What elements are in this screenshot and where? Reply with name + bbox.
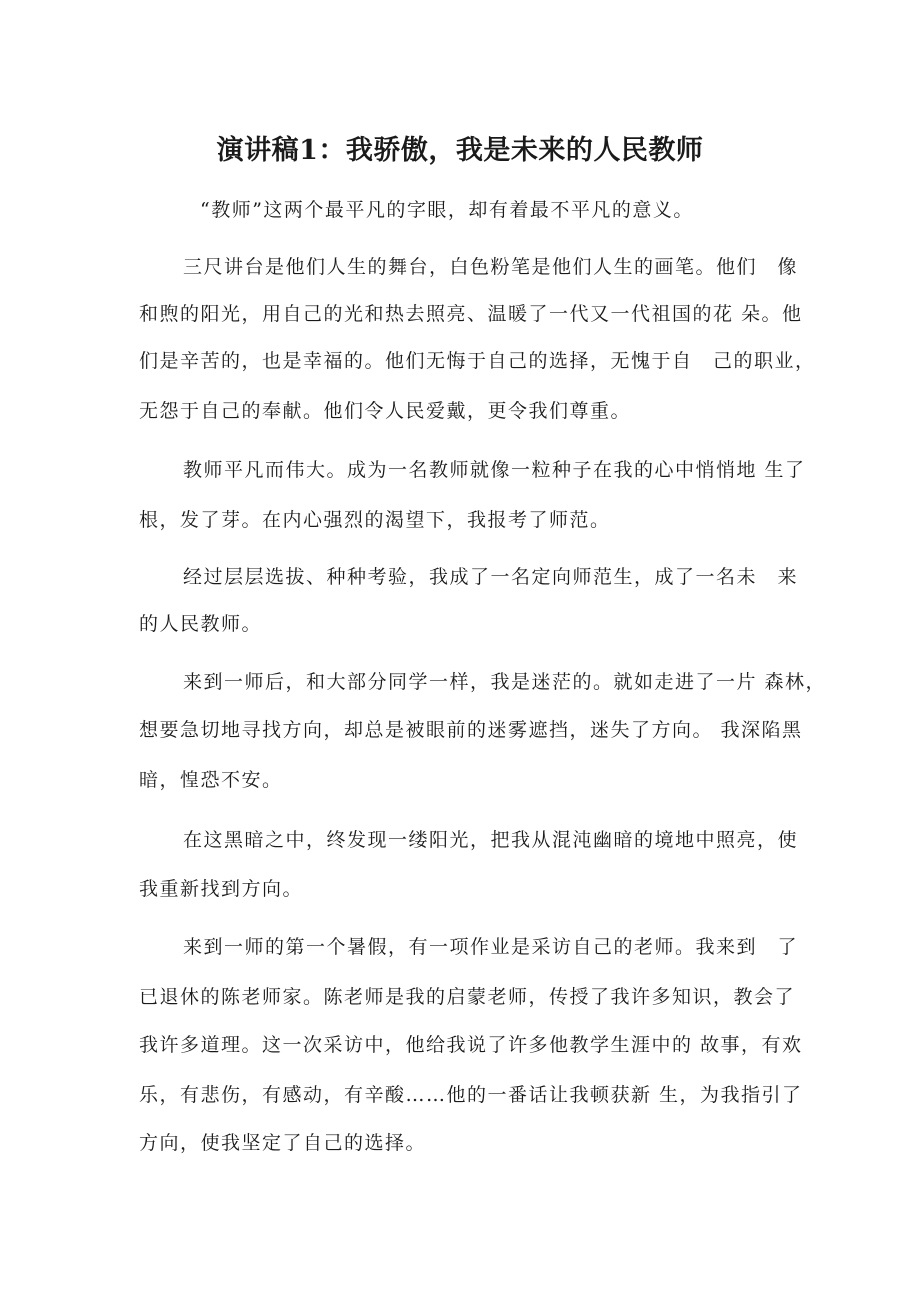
paragraph-6-line-0: 来到一师的第一个暑假，有一项作业是采访自己的老师。我来到 了: [183, 936, 799, 958]
paragraph-0-line-0: “教师”这两个最平凡的字眼，却有着最不平凡的意义。: [200, 199, 694, 221]
paragraph-3-line-0: 经过层层选拔、种种考验，我成了一名定向师范生，成了一名未 来: [183, 566, 799, 588]
paragraph-1-line-0: 三尺讲台是他们人生的舞台，白色粉笔是他们人生的画笔。他们 像: [183, 256, 799, 278]
paragraph-1-line-1: 和煦的阳光，用自己的光和热去照亮、温暖了一代又一代祖国的花 朵。他: [139, 303, 803, 325]
paragraph-6-line-2: 我许多道理。这一次采访中，他给我说了许多他教学生涯中的 故事，有欢: [139, 1034, 803, 1056]
paragraph-2-line-1: 根，发了芽。在内心强烈的渴望下，我报考了师范。: [139, 509, 611, 531]
paragraph-6-line-1: 已退休的陈老师家。陈老师是我的启蒙老师，传授了我许多知识，教会了: [139, 986, 796, 1008]
paragraph-3-line-1: 的人民教师。: [139, 613, 263, 635]
paragraph-5-line-0: 在这黑暗之中，终发现一缕阳光，把我从混沌幽暗的境地中照亮，使: [183, 829, 799, 851]
paragraph-2-line-0: 教师平凡而伟大。成为一名教师就像一粒种子在我的心中悄悄地 生了: [183, 459, 806, 481]
paragraph-4-line-1: 想要急切地寻找方向，却总是被眼前的迷雾遮挡，迷失了方向。 我深陷黑: [139, 719, 803, 741]
paragraph-1-line-3: 无怨于自己的奉献。他们令人民爱戴，更令我们尊重。: [139, 400, 632, 422]
paragraph-6-line-3: 乐，有悲伤，有感动，有辛酸……他的一番话让我顿获新 生，为我指引了: [139, 1084, 803, 1106]
paragraph-5-line-1: 我重新找到方向。: [139, 878, 304, 900]
paragraph-1-line-2: 们是辛苦的，也是幸福的。他们无悔于自己的选择，无愧于自 己的职业，: [139, 350, 816, 372]
paragraph-6-line-4: 方向，使我坚定了自己的选择。: [139, 1132, 427, 1154]
paragraph-4-line-0: 来到一师后，和大部分同学一样，我是迷茫的。就如走进了一片 森林，: [183, 671, 827, 693]
paragraph-4-line-2: 暗，惶恐不安。: [139, 769, 283, 791]
document-title: 演讲稿1：我骄傲，我是未来的人民教师: [216, 135, 704, 166]
